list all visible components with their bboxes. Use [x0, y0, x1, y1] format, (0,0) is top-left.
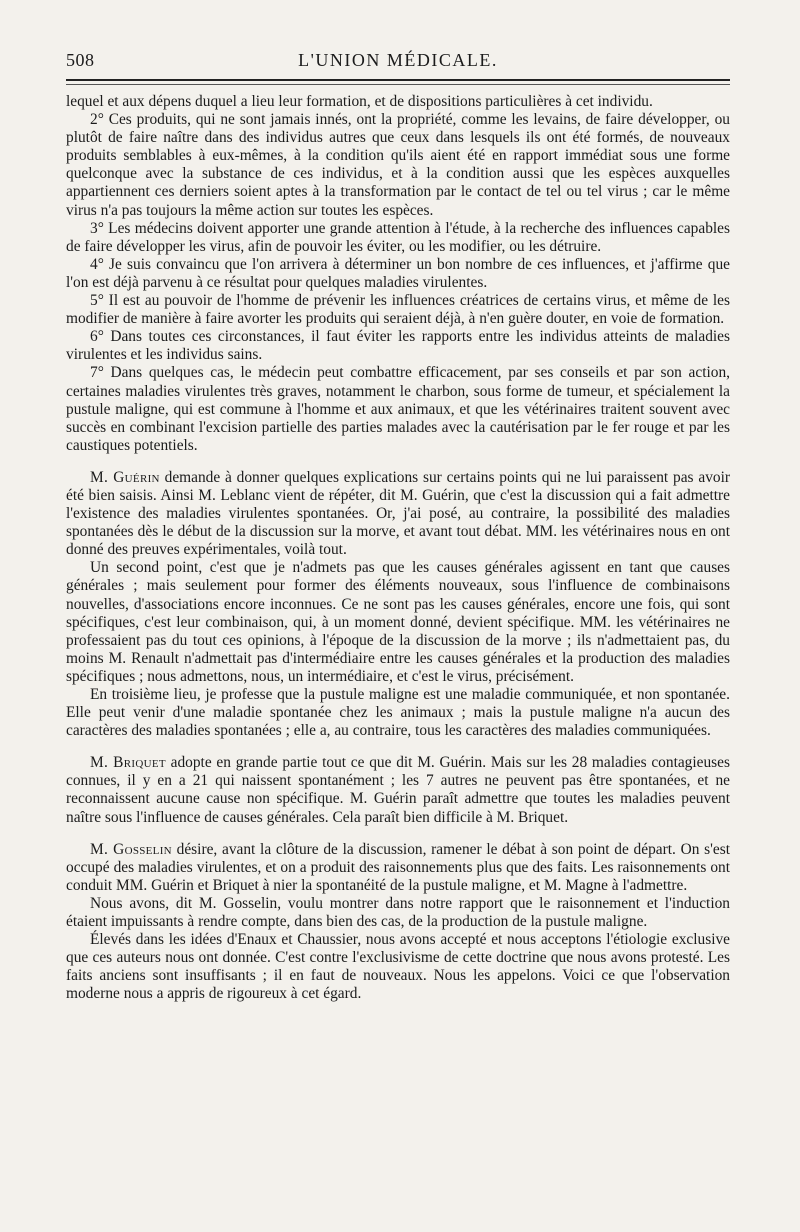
speaker-paragraph	[66, 841, 730, 895]
speaker-name: M. Gosselin	[90, 840, 172, 858]
header-rule-thin	[66, 84, 730, 85]
paragraph: lequel et aux dépens duquel a lieu leur formation, et de dispositions particulières à cet individu.	[66, 93, 653, 110]
paragraph: Élevés dans les idées d'Enaux et Chaussier, nous avons accepté et nous acceptons l'étiologie exclusive que ces auteurs nous ont donnée. C'est contre l'exclusivisme de cette doctrine que nous avons protesté. Les faits anciens sont insuffisants ; il en faut de nouveaux. Nous les appelons. Voici ce que l'observation moderne nous a appris de rigoureux à cet égard.	[66, 931, 730, 1003]
paragraph: En troisième lieu, je professe que la pustule maligne est une maladie communiquée, et non spontanée. Elle peut venir d'une maladie spontanée chez les animaux ; mais la pustule maligne n'a aucun des caractères des maladies spontanées ; elle a, au contraire, tous les caractères des maladies communiquées.	[66, 686, 730, 740]
paragraph: Nous avons, dit M. Gosselin, voulu montrer dans notre rapport que le raisonnement et l'induction étaient impuissants à rendre compte, dans bien des cas, de la production de la pustule maligne.	[66, 894, 730, 931]
paragraph-text: désire, avant la clôture de la discussion, ramener le débat à son point de départ. On s'est occupé des maladies virulentes, et on a produit des raisonnements plus que des faits. Les raisonnements ont conduit MM. Guérin et Briquet à nier la spontanéité de la pustule maligne, et M. Magne à l'admettre.	[66, 840, 730, 894]
header-rule	[66, 79, 730, 81]
paragraph: 2° Ces produits, qui ne sont jamais innés, ont la propriété, comme les levains, de faire développer, ou plutôt de faire naître dans des individus autres que ceux dans lesquels ils ont été formés, de nouveaux produits semblables à eux-mêmes, à la condition qu'ils aient été en rapport immédiat sous une forme quelconque avec la substance de ces individus, et à la condition aussi que les espèces auxquelles appartiennent ces derniers soient aptes à la transformation par le contact de tel ou tel virus ; car le même virus n'a pas toujours la même action sur toutes les espèces.	[66, 111, 730, 219]
paragraph: 6° Dans toutes ces circonstances, il faut éviter les rapports entre les individus atteints de maladies virulentes et les individus sains.	[66, 328, 730, 364]
paragraph-text: adopte en grande partie tout ce que dit M. Guérin. Mais sur les 28 maladies contagieuses connues, il y en a 21 qui naissent spontanément ; les 7 autres ne peuvent pas être spontanées, et ne reconnaissent aucune cause non spécifique. M. Guérin paraît admettre que toutes les maladies peuvent naître sous l'influence de causes générales. Cela paraît bien difficile à M. Briquet.	[66, 754, 730, 826]
journal-title: L'UNION MÉDICALE.	[298, 50, 498, 70]
paragraph: 7° Dans quelques cas, le médecin peut combattre efficacement, par ses conseils et par son action, certaines maladies virulentes très graves, notamment le charbon, sous forme de tumeur, et spécialement la pustule maligne, qui est commune à l'homme et aux animaux, et que les vétérinaires traitent souvent avec succès en combinant l'excision partielle des parties malades avec la cautérisation par le fer rouge et par les caustiques potentiels.	[66, 364, 730, 454]
paragraph-text: demande à donner quelques explications sur certains points qui ne lui paraissent pas avoir été bien saisis. Ainsi M. Leblanc vient de répéter, dit M. Guérin, que c'est la discussion qui a fait admettre l'existence des maladies virulentes spontanées. Or, j'ai posé, au contraire, la possibilité des maladies spontanées dès le début de la discussion sur la morve, et avant tout débat. MM. les vétérinaires nous en ont donné des preuves expérimentales, voilà tout.	[66, 468, 730, 559]
paragraph: 4° Je suis convaincu que l'on arrivera à déterminer un bon nombre de ces influences, et j'affirme que l'on est déjà parvenu à ce résultat pour quelques maladies virulentes.	[66, 255, 730, 291]
speaker-paragraph	[66, 469, 730, 559]
article-body	[66, 93, 730, 1004]
paragraph: Un second point, c'est que je n'admets pas que les causes générales agissent en tant que causes générales ; mais seulement pour former des éléments nouveaux, sous l'influence de combinaisons nouvelles, d'associations encore inconnues. Ce ne sont pas les causes générales, encore une fois, qui sont spécifiques, c'est leur combinaison, qui, à un moment donné, devient spécifique. MM. les vétérinaires ne professaient pas du tout ces opinions, à l'époque de la discussion de la morve ; ils n'admettaient pas, du moins M. Renault n'admettait pas d'intermédiaire entre les causes générales et la production des maladies spécifiques ; nous admettons, nous, un intermédiaire, et c'est le virus, précisément.	[66, 559, 730, 685]
page-number: 508	[66, 50, 95, 70]
paragraph: 5° Il est au pouvoir de l'homme de prévenir les influences créatrices de certains virus, et même de les modifier de manière à faire avorter les produits qui seraient déjà, à n'en guère douter, en voie de formation.	[66, 292, 730, 328]
speaker-name: M. Guérin	[90, 468, 160, 486]
speaker-name: M. Briquet	[90, 754, 166, 772]
page	[60, 0, 736, 1232]
speaker-paragraph	[66, 754, 730, 826]
page-header	[66, 50, 730, 72]
paragraph: 3° Les médecins doivent apporter une grande attention à l'étude, à la recherche des influences capables de faire développer les virus, afin de pouvoir les éviter, ou les modifier, ou les détruire.	[66, 219, 730, 255]
